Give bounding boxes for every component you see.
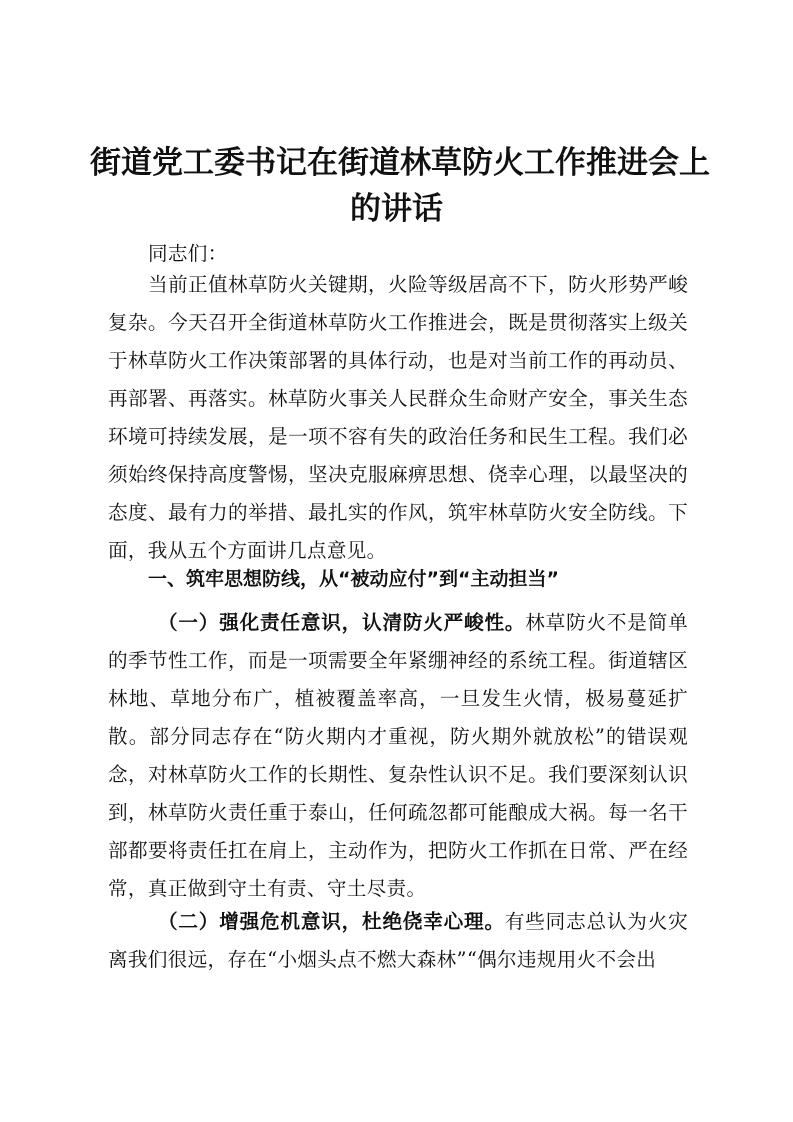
section-heading-1: 一、筑牢思想防线，从“被动应付”到“主动担当”: [148, 568, 559, 590]
section2-body: 有些同志总认为火灾离我们很远，存在“小烟头点不燃大森林”“偶尔违规用火不会出: [108, 910, 688, 971]
document-title-line2: 的讲话: [350, 191, 443, 227]
intro-paragraph: 当前正值林草防火关键期，火险等级居高不下，防火形势严峻复杂。今天召开全街道林草防火工作推进会，既是贯彻落实上级关于林草防火工作决策部署的具体行动，也是对当前工作的再动员、再部署、再落实。林草防火事关人民群众生命财产安全，事关生态环境可持续发展，是一项不容有失的政治任务和民生工程。我们必须始终保持高度警惕，坚决克服麻痹思想、侥幸心理，以最坚决的态度、最有力的举措、最扎实的作风，筑牢林草防火安全防线。下面，我从五个方面讲几点意见。: [108, 273, 688, 562]
section1-paragraph: [108, 604, 688, 908]
document-title-line1: 街道党工委书记在街道林草防火工作推进会上: [90, 145, 710, 181]
section1-lead: （一）强化责任意识，认清防火严峻性。: [158, 611, 526, 634]
section1-body: 林草防火不是简单的季节性工作，而是一项需要全年紧绷神经的系统工程。街道辖区林地、草地分布广，植被覆盖率高，一旦发生火情，极易蔓延扩散。部分同志存在“防火期内才重视，防火期外就放松”的错误观念，对林草防火工作的长期性、复杂性认识不足。我们要深刻认识到，林草防火责任重于泰山，任何疏忽都可能酿成大祸。每一名干部都要将责任扛在肩上，主动作为，把防火工作抓在日常、严在经常，真正做到守土有责、守土尽责。: [108, 611, 689, 900]
section2-paragraph: [108, 903, 688, 979]
section2-lead: （二）增强危机意识，杜绝侥幸心理。: [158, 910, 505, 933]
salutation: 同志们：: [148, 242, 228, 265]
